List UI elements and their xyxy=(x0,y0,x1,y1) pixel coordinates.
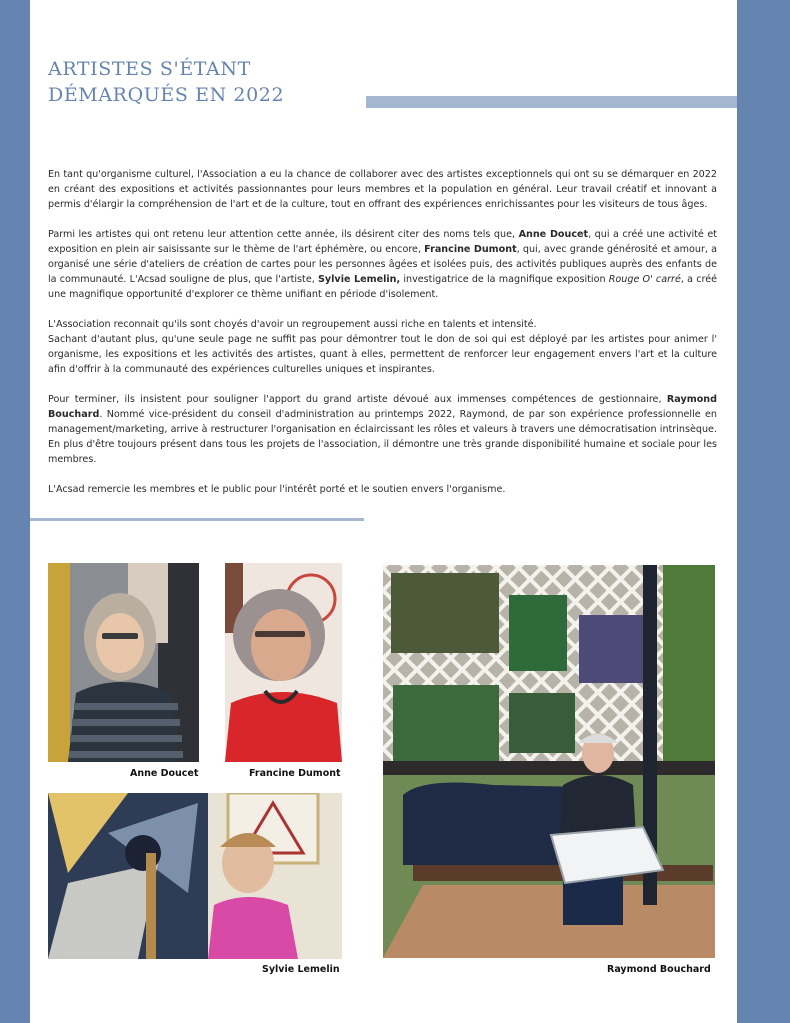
caption-raymond-bouchard: Raymond Bouchard xyxy=(607,964,711,975)
title-line-2: DÉMARQUÉS EN 2022 xyxy=(48,84,285,106)
page-title xyxy=(48,56,284,108)
section-divider xyxy=(30,518,364,521)
exhibition-title: Rouge O' carré xyxy=(608,274,681,285)
paragraph-artists: Parmi les artistes qui ont retenu leur attention cette année, ils désirent citer des noms tels que, Anne Doucet, qui a créé une activité et exposition en plein air saisissante sur le thème de l'art éphémère, ou encore, Francine Dumont, qui, avec grande générosité et amour, a organisé une série d'ateliers de création de cartes pour les personnes âgées et isolées puis, des activités publiques auprès des enfants de la communauté. L'Acsad souligne de plus, que l'artiste, Sylvie Lemelin, investigatrice de la magnifique exposition Rouge O' carré, a créé une magnifique opportunité d'explorer ce thème unifiant en période d'isolement. xyxy=(48,229,718,300)
paragraph-recognition: L'Association reconnait qu'ils sont choyés d'avoir un regroupement aussi riche en talents et intensité. xyxy=(48,319,537,330)
photo-francine-dumont xyxy=(225,563,342,762)
artist-name-sylvie: Sylvie Lemelin, xyxy=(317,274,401,285)
caption-francine-dumont: Francine Dumont xyxy=(249,768,341,779)
caption-sylvie-lemelin: Sylvie Lemelin xyxy=(262,964,340,975)
article-body xyxy=(48,167,717,512)
photo-anne-doucet xyxy=(48,563,199,762)
paragraph-intro: En tant qu'organisme culturel, l'Association a eu la chance de collaborer avec des artistes exceptionnels qui ont su se démarquer en 2022 en créant des expositions et activités passionnantes pour leurs membres et la population en général. Leur travail créatif et innovant a permis d'élargir la compréhension de l'art et de la culture, tout en offrant des expériences enrichissantes pour les visiteurs de tous âges. xyxy=(48,169,717,210)
paragraph-raymond: Pour terminer, ils insistent pour souligner l'apport du grand artiste dévoué aux immenses compétences de gestionnaire, Raymond Bouchard. Nommé vice-président du conseil d'administration au printemps 2022, Raymond, de par son expérience professionnelle en management/marketing, arrive à restructurer l'organisation en éclaircissant les rôles et valeurs à travers une démocratisation intrinsèque. En plus d'être toujours présent dans tous les projets de l'association, il démontre une très grande disponibilité humaine et sociale pour les membres. xyxy=(48,394,717,465)
title-accent-bar xyxy=(366,96,737,108)
title-line-1: ARTISTES S'ÉTANT xyxy=(48,58,251,80)
photo-sylvie-lemelin xyxy=(48,793,342,959)
photo-raymond-bouchard xyxy=(383,565,715,958)
paragraph-thanks: L'Acsad remercie les membres et le public pour l'intérêt porté et le soutien envers l'organisme. xyxy=(48,484,506,495)
artist-name-francine: Francine Dumont xyxy=(424,244,517,255)
artist-name-anne: Anne Doucet xyxy=(518,229,589,240)
caption-anne-doucet: Anne Doucet xyxy=(130,768,199,779)
paragraph-engagement: Sachant d'autant plus, qu'une seule page ne suffit pas pour démontrer tout le don de soi qui est déployé par les artistes pour animer l' organisme, les expositions et les activités des artistes, quant à elles, permettent de renforcer leur engagement envers l'art et la culture afin d'offrir à la communauté des expériences culturelles uniques et inspirantes. xyxy=(48,334,717,375)
artist-name-raymond: Raymond Bouchard xyxy=(48,394,717,420)
